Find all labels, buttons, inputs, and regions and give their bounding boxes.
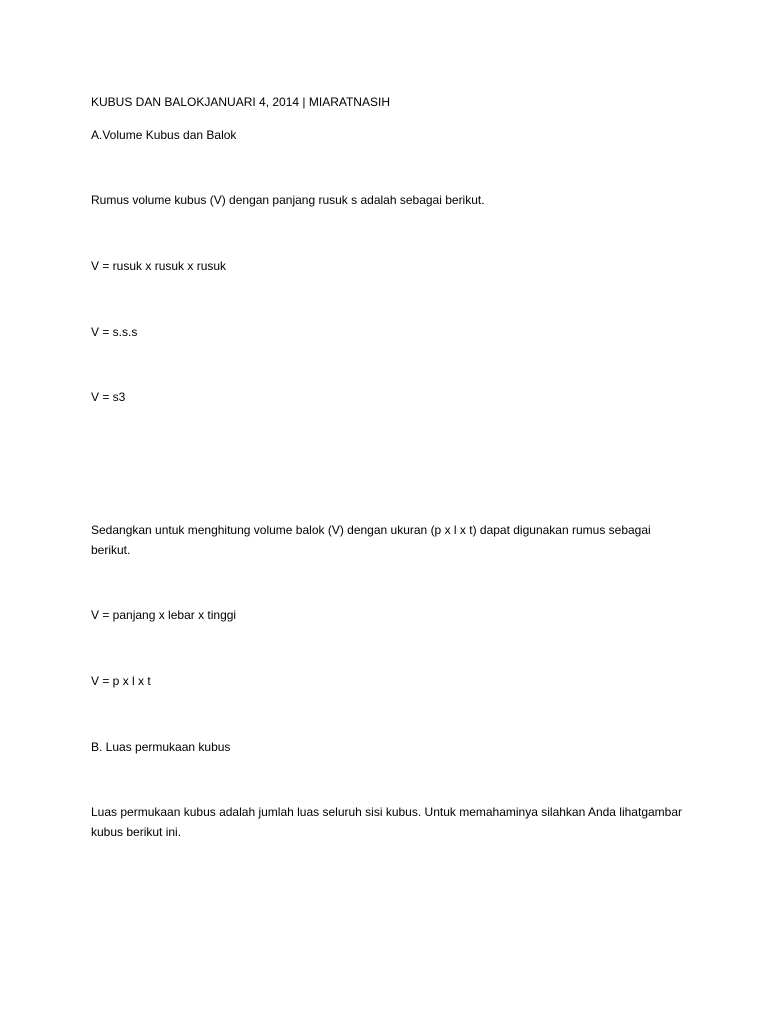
section-a-title: A.Volume Kubus dan Balok <box>91 128 237 142</box>
cuboid-formula-1: V = panjang x lebar x tinggi <box>91 608 237 622</box>
document-header: KUBUS DAN BALOKJANUARI 4, 2014 | MIARATNASIH <box>91 95 390 109</box>
surface-area-intro: Luas permukaan kubus adalah jumlah luas seluruh sisi kubus. Untuk memahaminya silahkan Anda lihatgambar kubus berikut ini. <box>91 805 682 839</box>
cuboid-formula-2: V = p x l x t <box>91 674 151 688</box>
section-b-title: B. Luas permukaan kubus <box>91 740 231 754</box>
cuboid-volume-intro: Sedangkan untuk menghitung volume balok (V) dengan ukuran (p x l x t) dapat digunakan rumus sebagai berikut. <box>91 523 651 557</box>
cube-formula-1: V = rusuk x rusuk x rusuk <box>91 259 227 273</box>
cube-formula-2: V = s.s.s <box>91 325 138 339</box>
cube-formula-3: V = s3 <box>91 390 126 404</box>
cube-volume-intro: Rumus volume kubus (V) dengan panjang rusuk s adalah sebagai berikut. <box>91 193 485 207</box>
